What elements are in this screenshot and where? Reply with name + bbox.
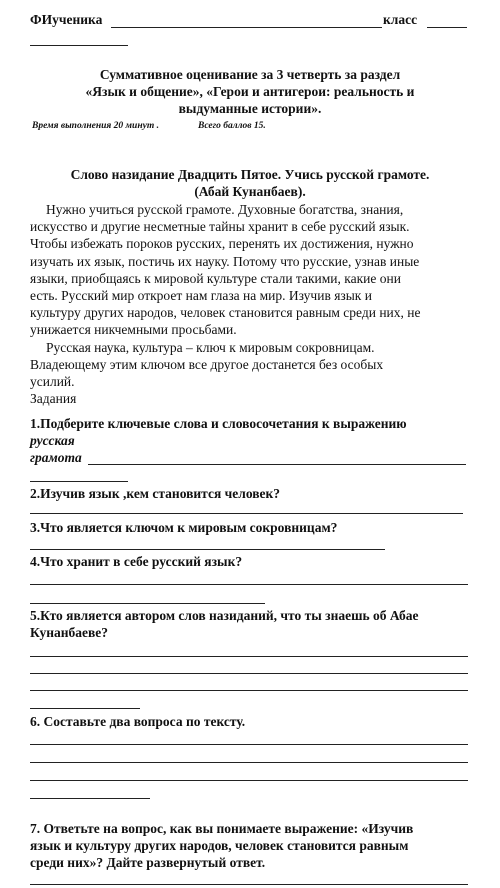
text-title-line: (Абай Кунанбаев). xyxy=(194,184,306,199)
answer-line[interactable] xyxy=(30,549,385,550)
question-5-line: Кунанбаеве? xyxy=(30,625,109,640)
title-line: «Язык и общение», «Герои и антигерои: реальность и xyxy=(85,84,415,99)
answer-line[interactable] xyxy=(30,780,468,781)
paragraph-1 xyxy=(30,201,470,339)
paragraph-2 xyxy=(30,339,470,391)
question-5-line: 5.Кто является автором слов назиданий, что ты знаешь об Абае xyxy=(30,608,419,623)
question-5 xyxy=(30,607,475,641)
reading-text xyxy=(30,201,470,407)
answer-line[interactable] xyxy=(30,798,150,799)
text-line: языки, приобщаясь к мировой культуре стали такими, какие они xyxy=(30,270,401,286)
text-title-line: Слово назидание Двадцить Пятое. Учись русской грамоте. xyxy=(70,167,430,182)
title-line: выдуманные истории». xyxy=(178,101,322,116)
text-line: Русская наука, культура – ключ к мировым сокровницам. xyxy=(46,339,375,355)
text-line: Владеющему этим ключом все другое достанется без особых xyxy=(30,356,384,372)
text-line: унижается никчемными просьбами. xyxy=(30,322,237,338)
question-7 xyxy=(30,820,475,871)
time-limit: Время выполнения 20 минут . xyxy=(32,121,159,131)
text-line: Чтобы избежать пороков русских, перенять их достижения, нужно xyxy=(30,236,414,252)
text-title xyxy=(20,166,480,200)
title-line: Суммативное оценивание за 3 четверть за раздел xyxy=(99,67,401,82)
student-name-line xyxy=(111,27,382,28)
answer-line[interactable] xyxy=(30,603,265,604)
text-line: Нужно учиться русской грамоте. Духовные богатства, знания, xyxy=(46,202,404,217)
header-continuation-line xyxy=(30,45,128,46)
answer-line[interactable] xyxy=(30,513,463,514)
answer-line[interactable] xyxy=(30,584,468,585)
answer-line[interactable] xyxy=(30,744,468,745)
answer-line[interactable] xyxy=(88,464,466,465)
question-2: 2.Изучив язык ,кем становится человек? xyxy=(30,486,281,501)
answer-line[interactable] xyxy=(30,481,128,482)
text-line: культуру других народов, человек становится равным среди них, не xyxy=(30,305,421,321)
question-7-line: 7. Ответьте на вопрос, как вы понимаете выражение: «Изучив xyxy=(30,821,414,836)
answer-line[interactable] xyxy=(30,884,468,885)
class-label: класс xyxy=(383,12,418,27)
text-line: изучать их язык, постичь их науку. Потому что русские, узнав иные xyxy=(30,253,420,269)
question-3: 3.Что является ключом к мировым сокровницам? xyxy=(30,520,338,535)
text-line: есть. Русский мир откроет нам глаза на мир. Изучив язык и xyxy=(30,288,372,304)
question-7-line: среди них»? Дайте развернутый ответ. xyxy=(30,855,266,870)
answer-line[interactable] xyxy=(30,762,468,763)
question-7-line: язык и культуру других народов, человек становится равным xyxy=(30,838,409,853)
answer-line[interactable] xyxy=(30,708,140,709)
answer-line[interactable] xyxy=(30,656,468,657)
question-6: 6. Составьте два вопроса по тексту. xyxy=(30,714,246,729)
total-points: Всего баллов 15. xyxy=(198,121,266,131)
class-line xyxy=(427,27,467,28)
student-name-label: ФИученика xyxy=(30,12,103,27)
question-4: 4.Что хранит в себе русский язык? xyxy=(30,554,243,569)
answer-line[interactable] xyxy=(30,673,468,674)
assessment-title xyxy=(20,66,480,117)
text-line: искусство и другие несметные тайны хранит в себе русский язык. xyxy=(30,219,410,235)
answer-line[interactable] xyxy=(30,690,468,691)
tasks-heading: Задания xyxy=(30,391,77,407)
text-line: усилий. xyxy=(30,374,75,390)
question-1-term-2: грамота xyxy=(30,450,82,465)
question-1: 1.Подберите ключевые слова и словосочетания к выражению xyxy=(30,416,407,431)
question-1-term-1: русская xyxy=(30,433,75,448)
